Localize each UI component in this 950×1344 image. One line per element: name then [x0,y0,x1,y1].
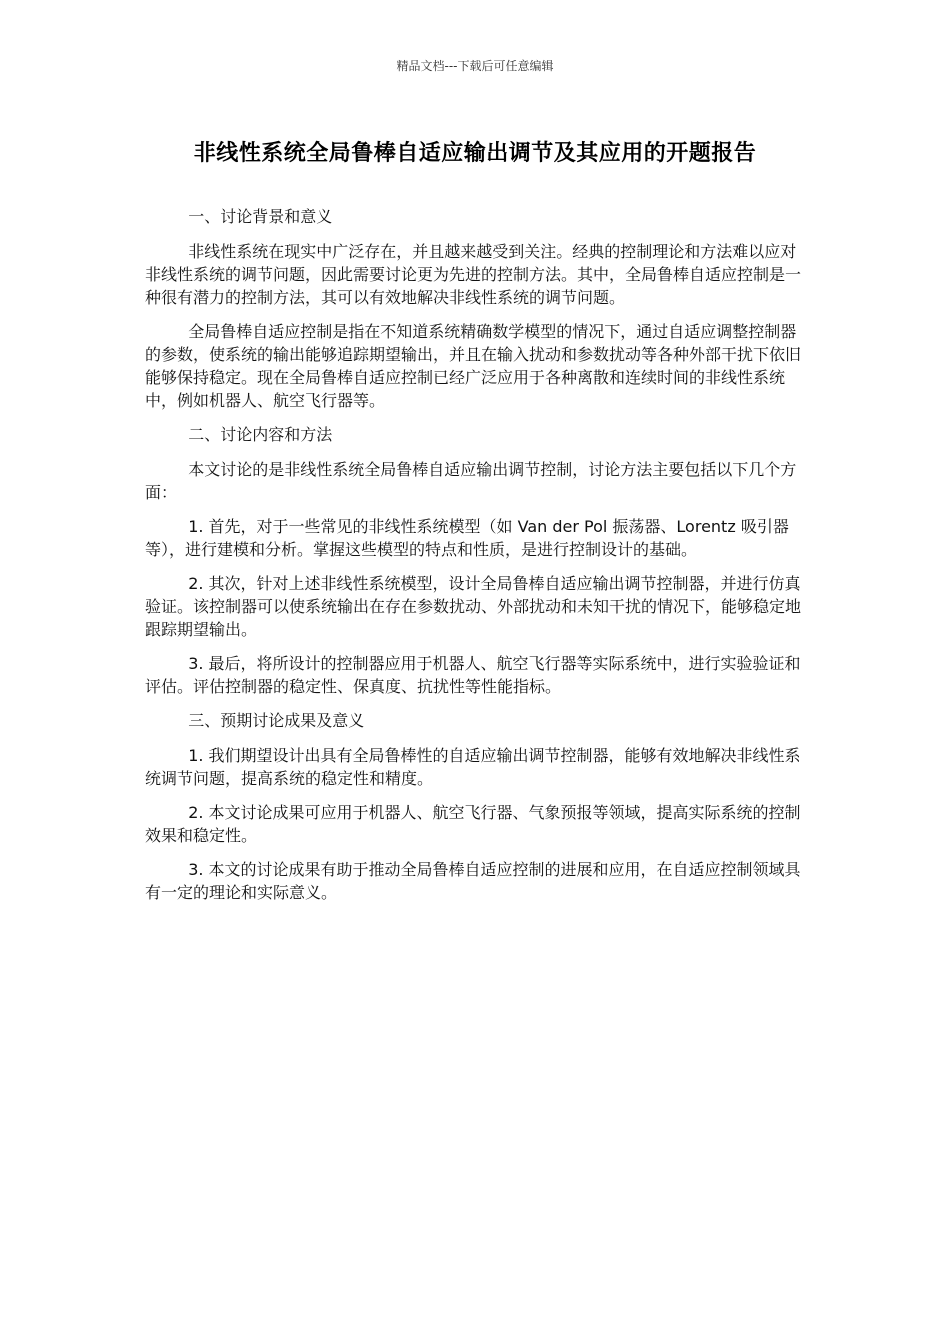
document-body [145,205,805,915]
section-heading-background: 一、讨论背景和意义 [188,207,333,226]
header-note: 精品文档---下载后可任意编辑 [396,59,554,73]
section-heading-methods: 二、讨论内容和方法 [188,425,333,444]
paragraph: 1. 我们期望设计出具有全局鲁棒性的自适应输出调节控制器，能够有效地解决非线性系统调节问题，提高系统的稳定性和精度。 [145,746,801,788]
paragraph: 2. 本文讨论成果可应用于机器人、航空飞行器、气象预报等领域，提高实际系统的控制效果和稳定性。 [145,803,801,845]
paragraph: 全局鲁棒自适应控制是指在不知道系统精确数学模型的情况下，通过自适应调整控制器的参数，使系统的输出能够追踪期望输出，并且在输入扰动和参数扰动等各种外部干扰下依旧能够保持稳定。现在全局鲁棒自适应控制已经广泛应用于各种离散和连续时间的非线性系统中，例如机器人、航空飞行器等。 [145,322,802,410]
paragraph: 3. 最后，将所设计的控制器应用于机器人、航空飞行器等实际系统中，进行实验验证和评估。评估控制器的稳定性、保真度、抗扰性等性能指标。 [145,654,801,696]
paragraph: 非线性系统在现实中广泛存在，并且越来越受到关注。经典的控制理论和方法难以应对非线性系统的调节问题，因此需要讨论更为先进的控制方法。其中，全局鲁棒自适应控制是一种很有潜力的控制方法，其可以有效地解决非线性系统的调节问题。 [145,242,802,307]
paragraph: 本文讨论的是非线性系统全局鲁棒自适应输出调节控制，讨论方法主要包括以下几个方面： [145,460,797,502]
paragraph: 1. 首先，对于一些常见的非线性系统模型（如 Van der Pol 振荡器、Lorentz 吸引器等），进行建模和分析。掌握这些模型的特点和性质，是进行控制设计的基础。 [145,517,789,559]
paragraph: 2. 其次，针对上述非线性系统模型，设计全局鲁棒自适应输出调节控制器，并进行仿真验证。该控制器可以使系统输出在存在参数扰动、外部扰动和未知干扰的情况下，能够稳定地跟踪期望输出。 [145,574,802,639]
paragraph: 3. 本文的讨论成果有助于推动全局鲁棒自适应控制的进展和应用，在自适应控制领域具有一定的理论和实际意义。 [145,860,801,902]
section-heading-outcomes: 三、预期讨论成果及意义 [188,711,365,730]
document-title: 非线性系统全局鲁棒自适应输出调节及其应用的开题报告 [193,141,757,166]
